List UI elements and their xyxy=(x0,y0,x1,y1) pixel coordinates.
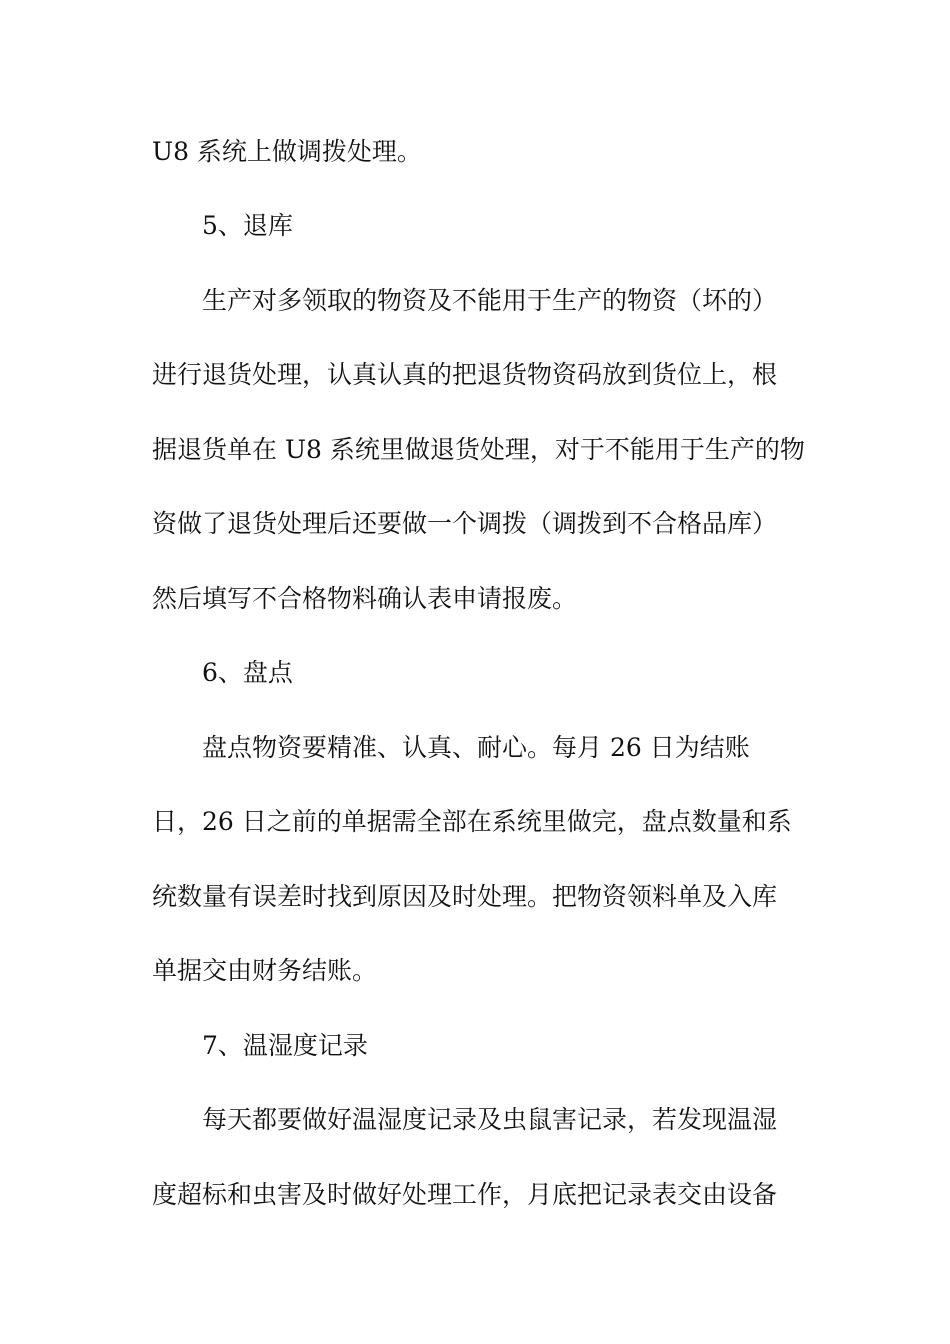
paragraph-line: 据退货单在 U8 系统里做退货处理，对于不能用于生产的物 xyxy=(152,435,805,464)
paragraph-line: 资做了退货处理后还要做一个调拨（调拨到不合格品库） xyxy=(152,509,778,538)
section-heading-inventory: 6、盘点 xyxy=(202,658,293,687)
paragraph-line: 度超标和虫害及时做好处理工作，月底把记录表交由设备 xyxy=(152,1180,778,1209)
paragraph-line: 统数量有误差时找到原因及时处理。把物资领料单及入库 xyxy=(152,882,778,911)
paragraph-line: U8 系统上做调拨处理。 xyxy=(152,137,422,166)
paragraph-line: 每天都要做好温湿度记录及虫鼠害记录，若发现温湿 xyxy=(202,1105,778,1134)
paragraph-line: 盘点物资要精准、认真、耐心。每月 26 日为结账 xyxy=(202,733,750,762)
section-heading-humidity: 7、温湿度记录 xyxy=(202,1031,368,1060)
paragraph-line: 进行退货处理，认真认真的把退货物资码放到货位上，根 xyxy=(152,360,778,389)
paragraph-line: 单据交由财务结账。 xyxy=(152,956,378,985)
paragraph-line: 生产对多领取的物资及不能用于生产的物资（坏的） xyxy=(202,286,778,315)
section-heading-return: 5、退库 xyxy=(202,211,293,240)
paragraph-line: 日，26 日之前的单据需全部在系统里做完，盘点数量和系 xyxy=(152,807,792,836)
paragraph-line: 然后填写不合格物料确认表申请报废。 xyxy=(152,584,578,613)
